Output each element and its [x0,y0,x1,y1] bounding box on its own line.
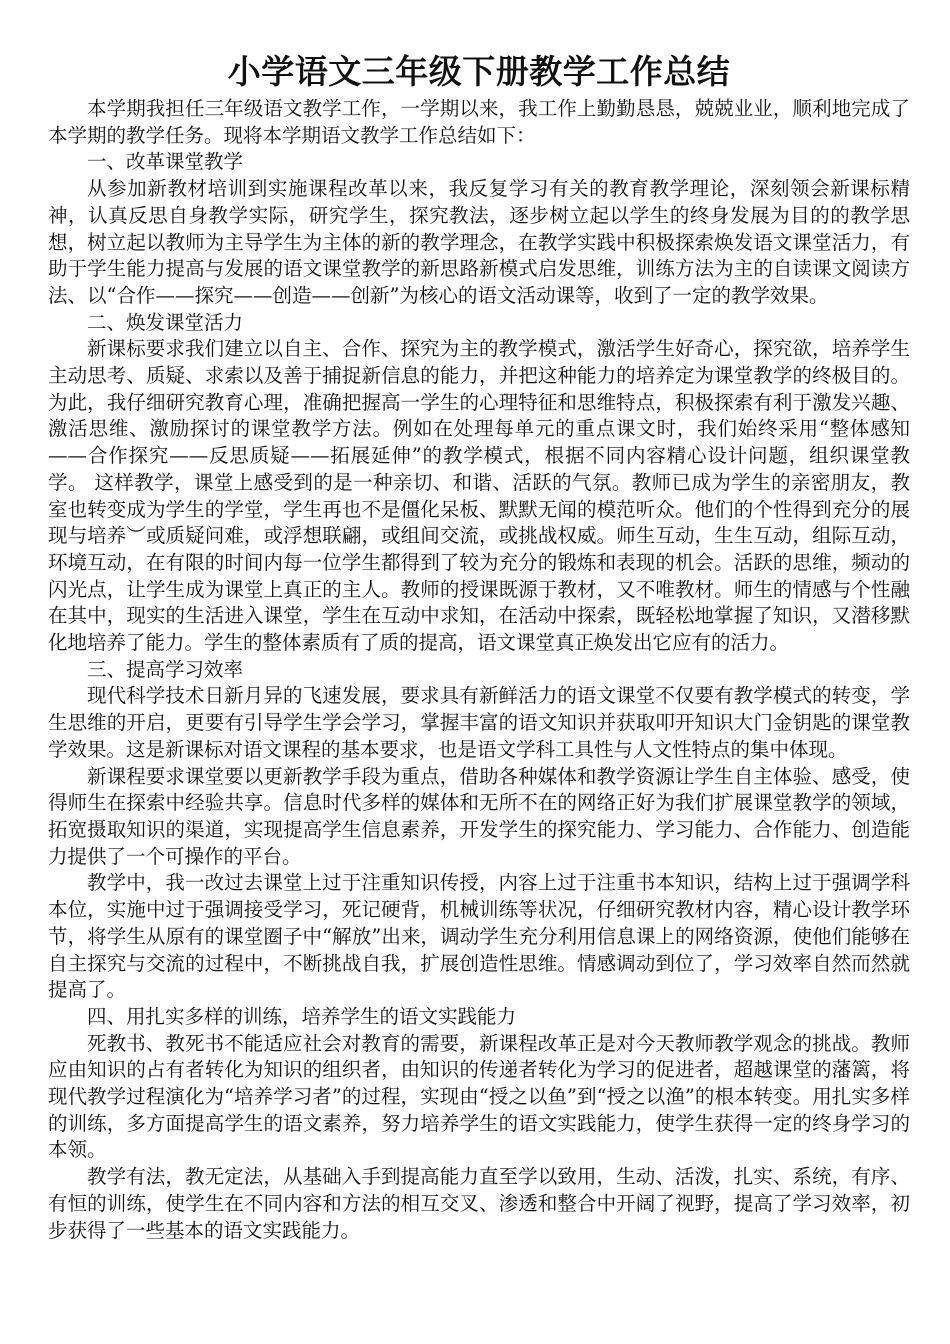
paragraph-section-4a: 死教书、教死书不能适应社会对教育的需要，新课程改革正是对今天教师教学观念的挑战。教师应由知识的占有者转化为知识的组织者，由知识的传递者转化为学习的促进者，超越课堂的藩篱，将现代教学过程演化为“培养学习者”的过程，实现由“授之以鱼”到“授之以渔”的根本转变。用扎实多样的训练，多方面提高学生的语文素养，努力培养学生的语文实践能力，使学生获得一定的终身学习的本领。 [48,1031,910,1162]
section-heading-4: 四、用扎实多样的训练，培养学生的语文实践能力 [87,1004,517,1028]
paragraph-section-3b: 新课程要求课堂要以更新教学手段为重点，借助各种媒体和教学资源让学生自主体验、感受，使得师生在探索中经验共享。信息时代多样的媒体和无所不在的网络正好为我们扩展课堂教学的领域，拓宽摄取知识的渠道，实现提高学生信息素养，开发学生的探究能力、学习能力、合作能力、创造能力提供了一个可操作的平台。 [48,764,910,868]
paragraph-section-1: 从参加新教材培训到实施课程改革以来，我反复学习有关的教育教学理论，深刻领会新课标精神，认真反思自身教学实际，研究学生，探究教法，逐步树立起以学生的终身发展为目的的教学思想，树立起以教师为主导学生为主体的新的教学理念，在教学实践中积极探索焕发语文课堂活力，有助于学生能力提高与发展的语文课堂教学的新思路新模式启发思维，训练方法为主的自读课文阅读方法、以“合作——探究——创造——创新”为核心的语文活动课等，收到了一定的教学效果。 [48,177,910,307]
document-title: 小学语文三年级下册教学工作总结 [227,52,731,91]
paragraph-section-4b: 教学有法，教无定法，从基础入手到提高能力直至学以致用，生动、活泼，扎实、系统，有序、有恒的训练，使学生在不同内容和方法的相互交叉、渗透和整合中开阔了视野，提高了学习效率，初步获得了一些基本的语文实践能力。 [48,1165,910,1242]
section-heading-1: 一、改革课堂教学 [87,150,244,174]
section-heading-2: 二、焕发课堂活力 [87,310,244,334]
paragraph-intro: 本学期我担任三年级语文教学工作，一学期以来，我工作上勤勤恳恳，兢兢业业，顺利地完成了本学期的教学任务。现将本学期语文教学工作总结如下： [48,97,910,147]
paragraph-section-3a: 现代科学技术日新月异的飞速发展，要求具有新鲜活力的语文课堂不仅要有教学模式的转变，学生思维的开启，更要有引导学生学会学习，掌握丰富的语文知识并获取叩开知识大门金钥匙的课堂教学效果。这是新课标对语文课程的基本要求，也是语文学科工具性与人文性特点的集中体现。 [48,684,910,761]
paragraph-section-2: 新课标要求我们建立以自主、合作、探究为主的教学模式，激活学生好奇心，探究欲，培养学生主动思考、质疑、求索以及善于捕捉新信息的能力，并把这种能力的培养定为课堂教学的终极目的。为此，我仔细研究教育心理，准确把握高一学生的心理特征和思维特点，积极探索有利于激发兴趣、激活思维、激励探讨的课堂教学方法。例如在处理每单元的重点课文时，我们始终采用“整体感知——合作探究——反思质疑——拓展延伸”的教学模式，根据不同内容精心设计问题，组织课堂教学。 这样教学，课堂上感受到的是一种亲切、和谐、活跃的气氛。教师已成为学生的亲密朋友，教室也转变成为学生的学堂，学生再也不是僵化呆板、默默无闻的模范听众。他们的个性得到充分的展现与培养︶或质疑问难，或浮想联翩，或组间交流，或挑战权威。师生互动，生生互动，组际互动，环境互动，在有限的时间内每一位学生都得到了较为充分的锻炼和表现的机会。活跃的思维，频动的闪光点，让学生成为课堂上真正的主人。教师的授课既源于教材，又不唯教材。师生的情感与个性融在其中，现实的生活进入课堂，学生在互动中求知，在活动中探索，既轻松地掌握了知识，又潜移默化地培养了能力。学生的整体素质有了质的提高，语文课堂真正焕发出它应有的活力。 [48,337,910,655]
document-page [48,50,910,1244]
paragraph-section-3c: 教学中，我一改过去课堂上过于注重知识传授，内容上过于注重书本知识，结构上过于强调学科本位，实施中过于强调接受学习，死记硬背，机械训练等状况，仔细研究教材内容，精心设计教学环节，将学生从原有的课堂圈子中“解放”出来，调动学生充分利用信息课上的网络资源，使他们能够在自主探究与交流的过程中，不断挑战自我，扩展创造性思维。情感调动到位了，学习效率自然而然就提高了。 [48,871,910,1002]
section-heading-3: 三、提高学习效率 [87,657,244,681]
